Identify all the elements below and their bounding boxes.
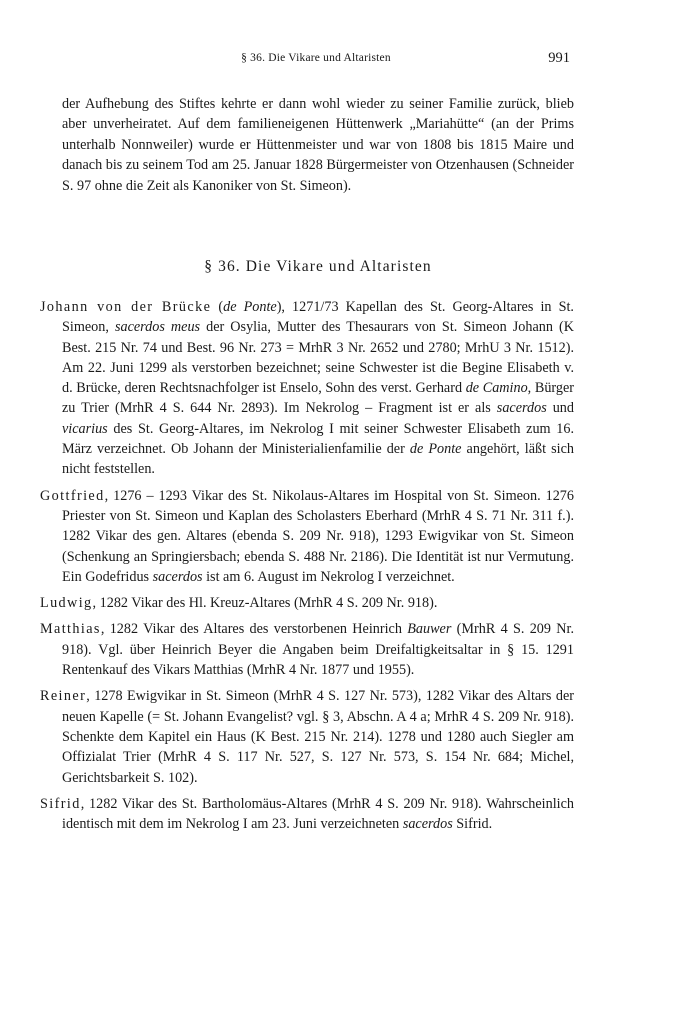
entry-text: Sifrid. xyxy=(452,816,493,833)
entry-italic-term: de Ponte xyxy=(409,441,462,458)
entry-italic-term: sacerdos xyxy=(152,568,203,585)
entry-text: , 1282 Vikar des Hl. Kreuz-Altares (MrhR 4 S. 209 Nr. 918). xyxy=(92,595,438,612)
entry-item xyxy=(40,686,574,787)
entry-text: , 1278 Ewigvikar in St. Simeon (MrhR 4 S. 127 Nr. 573), 1282 Vikar des Altars der neuen Kapelle (= St. Johann Evangelist? vgl. § 3, Abschn. A 4 a; MrhR 4 S. 209 Nr. 918). Schenkte dem Kapitel ein Haus (K Best. 215 Nr. 214). 1278 und 1280 auch Siegler am Offizialat Trier (MrhR 4 S. 117 Nr. 527, S. 127 Nr. 573, S. 154 Nr. 684; Michel, Gerichtsbarkeit S. 102). xyxy=(62,688,574,786)
entry-text: , 1282 Vikar des Altares des verstorbenen Heinrich xyxy=(100,621,408,638)
intro-paragraph: der Aufhebung des Stiftes kehrte er dann wohl wieder zu seiner Familie zurück, blieb aber unverheiratet. Auf dem familieneigenen Hüttenwerk „Mariahütte“ (an der Prims unterhalb Nonnweiler) wurde er Hüttenmeister und war von 1808 bis 1815 Maire und danach bis zu seinem Tod am 25. Januar 1828 Bürgermeister von Otzenhausen (Schneider S. 97 ohne die Zeit als Kanoniker von St. Simeon). xyxy=(62,96,574,194)
entry-item xyxy=(40,593,574,613)
entry-text: , 1282 Vikar des St. Bartholomäus-Altares (MrhR 4 S. 209 Nr. 918). Wahrscheinlich identisch mit dem im Nekrolog I am 23. Juni verzeichneten xyxy=(62,795,574,833)
entry-text: und xyxy=(546,400,574,417)
entry-text: (MrhR 4 S. 209 Nr. 918). Vgl. über Heinrich Beyer die Angaben beim Dreifaltigkeitsaltar in § 15. 1291 Rentenkauf des Vikars Matthias (MrhR 4 Nr. 1877 und 1955). xyxy=(62,621,574,679)
entry-item xyxy=(40,297,574,480)
entry-text: des St. Georg-Altares, im Nekrolog I mit seiner Schwester Elisabeth zum 16. März verzeichnet. Ob Johann der Ministerialienfamilie der xyxy=(62,420,574,458)
entry-name: Matthias xyxy=(40,621,101,638)
entry-italic-term: sacerdos xyxy=(402,816,453,833)
entry-text: der Osylia, Mutter des Thesaurars von St. Simeon Johann (K Best. 215 Nr. 74 und Best. 96 Nr. 273 = MrhR 3 Nr. 2652 und 2780; MrhU 3 Nr. 1512). Am 22. Juni 1299 als verstorben bezeichnet; seine Schwester ist die Begine Elisabeth v. d. Brücke, deren Rechtsnachfolger ist Enselo, Sohn des verst. Gerhard xyxy=(62,319,574,397)
entry-text: , Bürger zu Trier (MrhR 4 S. 644 Nr. 2893). Im Nekrolog – Fragment ist er als xyxy=(62,380,575,417)
entry-name: Reiner xyxy=(40,688,87,705)
entry-italic-term: de Ponte xyxy=(223,299,277,315)
entry-item xyxy=(40,619,574,680)
section-heading: § 36. Die Vikare und Altaristen xyxy=(204,258,432,275)
entry-text: ist am 6. August im Nekrolog I verzeichnet. xyxy=(202,568,455,585)
entry-text: ), 1271/73 Kapellan des St. Georg-Altares in St. Simeon, xyxy=(62,299,574,336)
entry-list xyxy=(40,297,574,840)
page-number: 991 xyxy=(548,50,570,66)
entry-italic-term: de Camino xyxy=(465,380,528,397)
entry-item xyxy=(40,794,574,835)
running-head xyxy=(62,52,570,72)
entry-italic-term: vicarius xyxy=(62,420,108,437)
entry-text: , 1276 – 1293 Vikar des St. Nikolaus-Altares im Hospital von St. Simeon. 1276 Priester von St. Simeon und Kaplan des Scholasters Eberhard (MrhR 4 S. 71 Nr. 311 f.). 1282 Vikar des gen. Altares (ebenda S. 209 Nr. 918), 1293 Ewigvikar von St. Simeon (Schenkung an Springiersbach; ebenda S. 488 Nr. 2186). Die Identität ist nur Vermutung. Ein Godefridus xyxy=(62,487,574,585)
entry-name: Gottfried xyxy=(40,487,105,504)
running-title: § 36. Die Vikare und Altaristen xyxy=(241,52,391,64)
intro-text-block xyxy=(62,94,574,196)
entry-name: Sifrid xyxy=(40,795,81,812)
entry-text: ( xyxy=(211,299,224,315)
entry-text: angehört, läßt sich nicht feststellen. xyxy=(62,441,575,478)
entry-italic-term: sacerdos xyxy=(496,400,547,417)
entry-item xyxy=(40,486,574,587)
entry-italic-term: sacerdos meus xyxy=(114,319,201,336)
entry-italic-term: Bauwer xyxy=(407,621,452,638)
entry-name: Johann von der Brücke xyxy=(40,299,212,315)
entry-name: Ludwig xyxy=(40,595,93,612)
